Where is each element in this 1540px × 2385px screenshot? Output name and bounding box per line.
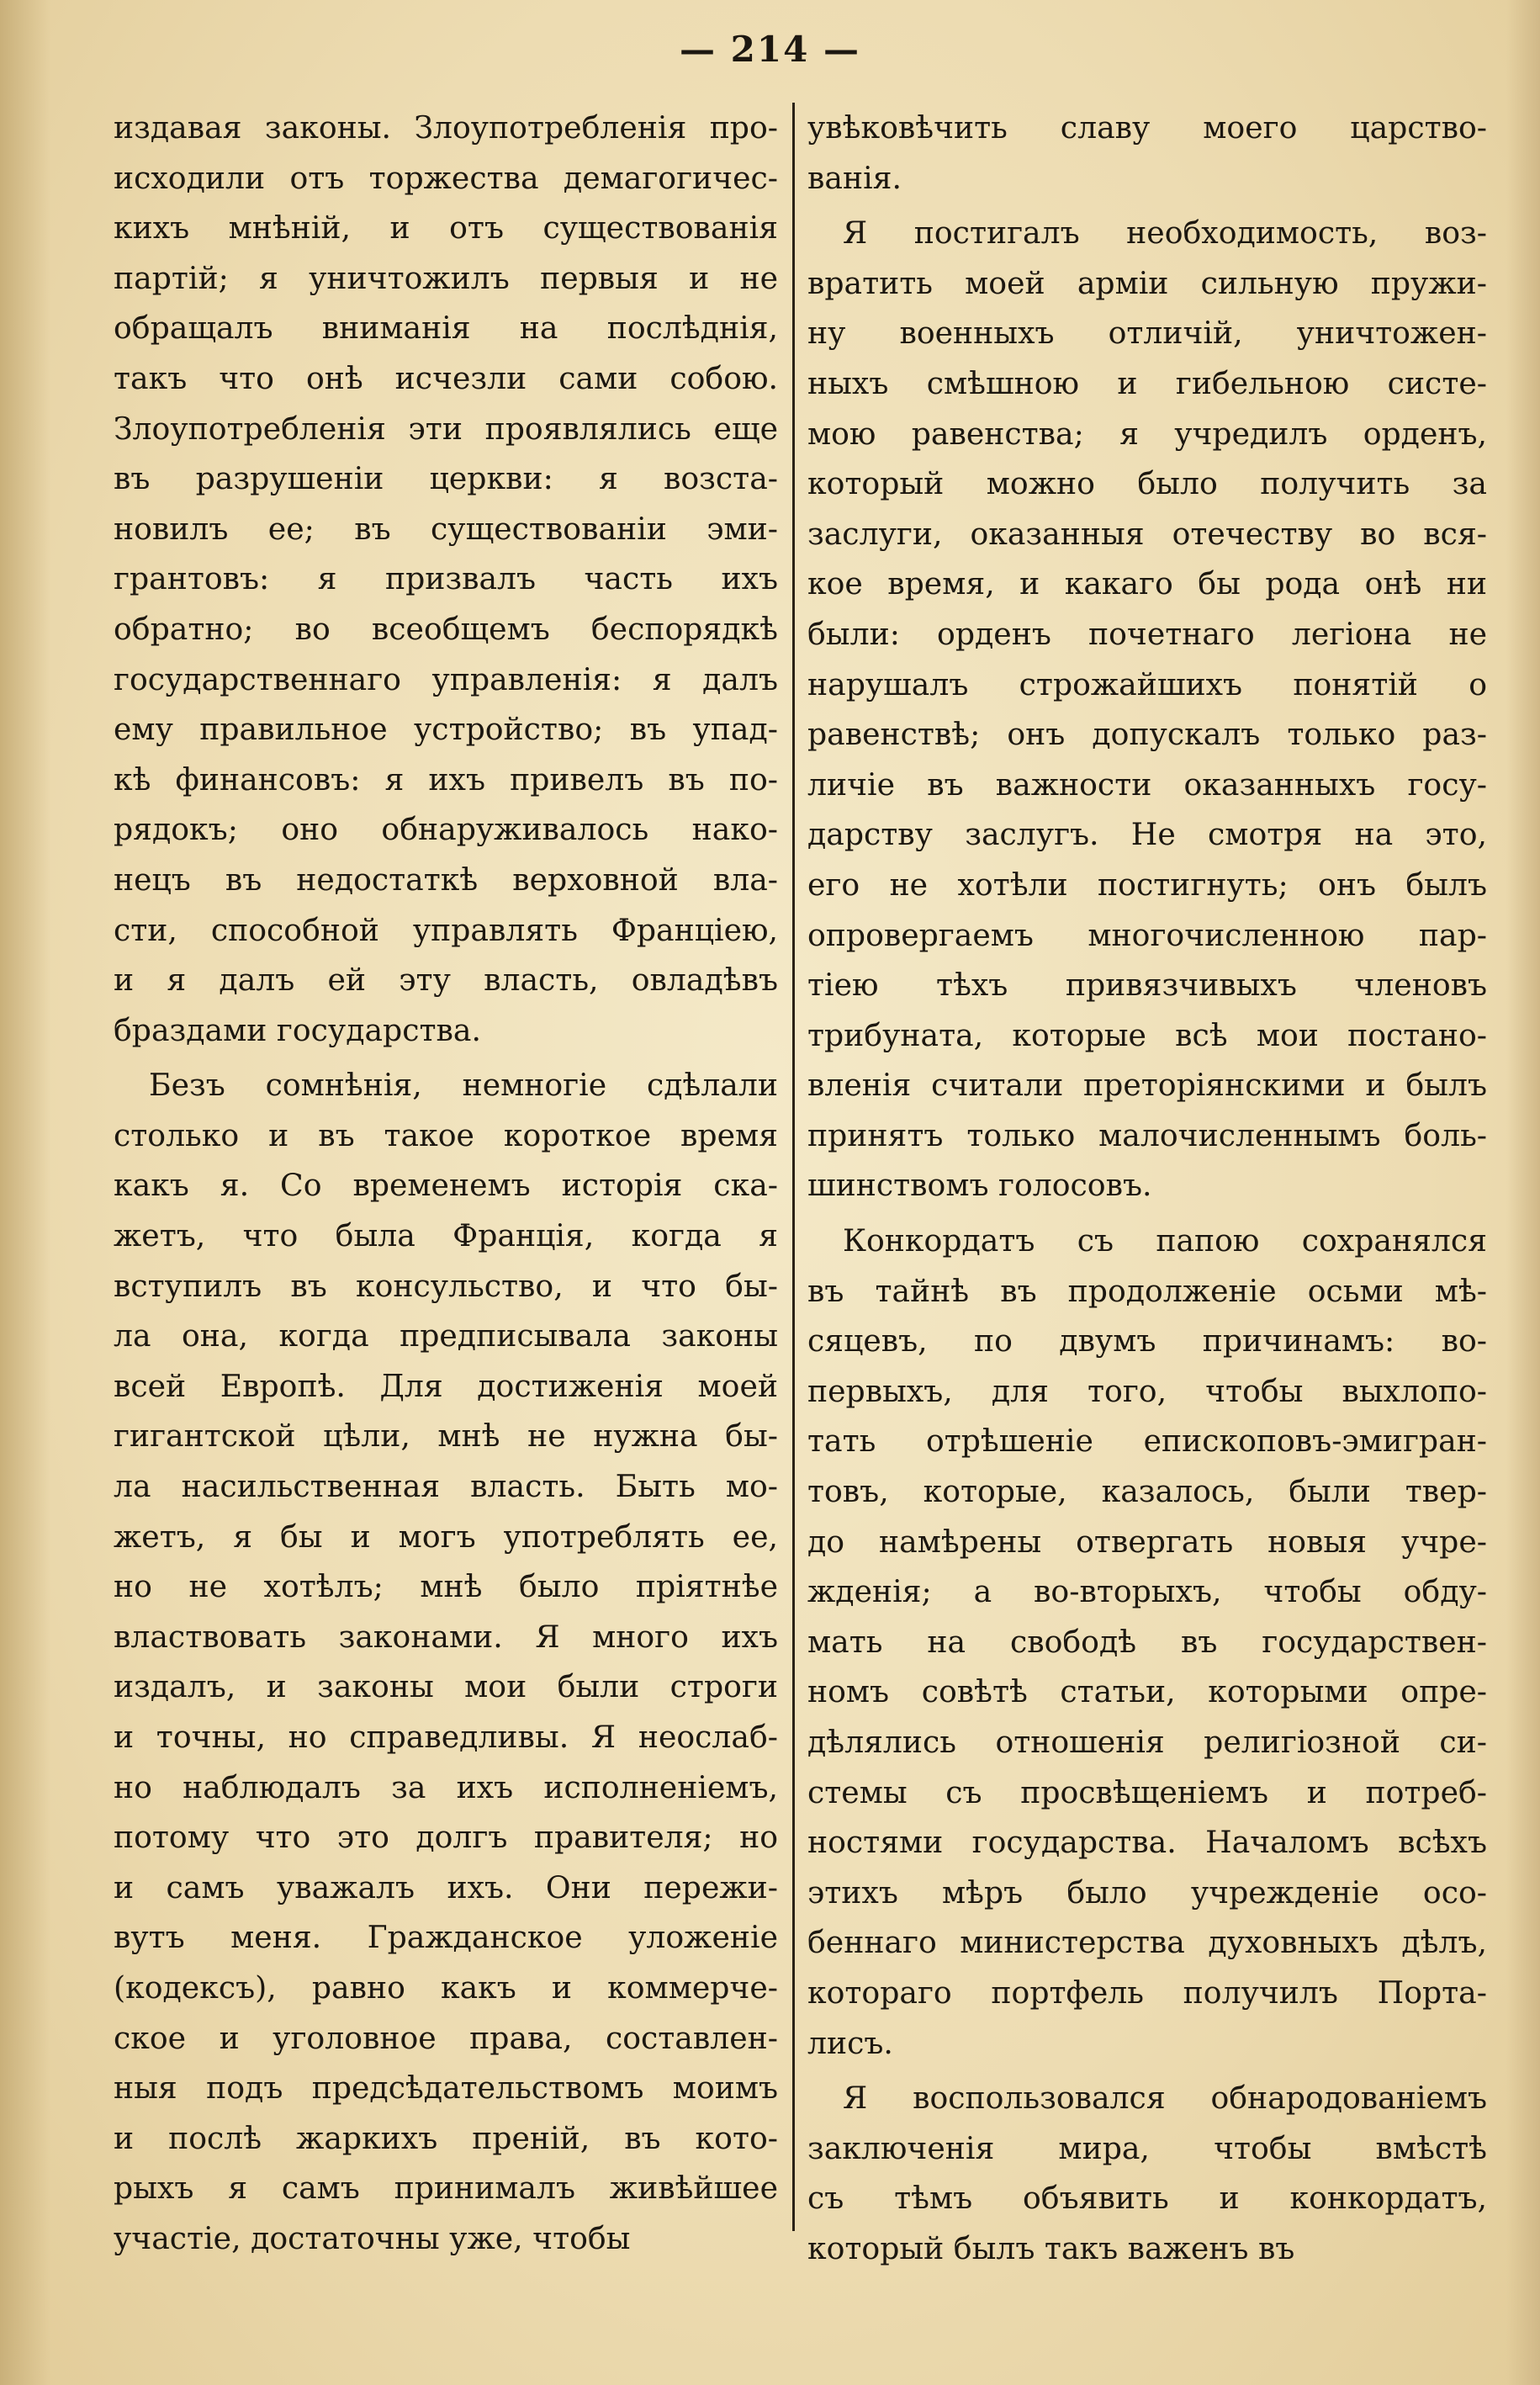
right-text-column xyxy=(807,103,1487,2274)
text-line: сяцевъ, по двумъ причинамъ: во- xyxy=(807,1322,1487,1359)
column-divider-rule xyxy=(792,103,795,2231)
text-line: рыхъ я самъ принималъ живѣйшее xyxy=(114,2170,778,2207)
text-line: до намѣрены отвергать новыя учре- xyxy=(807,1523,1487,1560)
text-line: ское и уголовное права, составлен- xyxy=(114,2019,778,2056)
page-edge-shadow-left xyxy=(0,0,50,2385)
text-line: обращалъ вниманія на послѣднія, xyxy=(114,310,778,347)
text-line: ванія. xyxy=(807,159,902,196)
text-line: и я далъ ей эту власть, овладѣвъ xyxy=(114,962,778,999)
text-line: ну военныхъ отличій, уничтожен- xyxy=(807,315,1487,352)
text-line: обратно; во всеобщемъ беспорядкѣ xyxy=(114,610,778,647)
text-line: партій; я уничтожилъ первыя и не xyxy=(114,259,778,296)
text-line: и самъ уважалъ ихъ. Они пережи- xyxy=(114,1868,778,1905)
text-line: въ тайнѣ въ продолженіе осьми мѣ- xyxy=(807,1272,1487,1309)
text-line: всей Европѣ. Для достиженія моей xyxy=(114,1367,778,1404)
text-line: дѣлялись отношенія религіозной си- xyxy=(807,1724,1487,1760)
text-line: ла она, когда предписывала законы xyxy=(114,1317,778,1354)
text-line: и послѣ жаркихъ преній, въ кото- xyxy=(114,2119,778,2156)
text-line: жетъ, что была Франція, когда я xyxy=(114,1217,778,1254)
text-line: были: орденъ почетнаго легіона не xyxy=(807,615,1487,652)
text-line: этихъ мѣръ было учрежденіе осо- xyxy=(807,1874,1487,1911)
text-line: ла насильственная власть. Быть мо- xyxy=(114,1468,778,1505)
text-line: въ разрушеніи церкви: я возста- xyxy=(114,460,778,497)
text-line: мою равенства; я учредилъ орденъ, xyxy=(807,415,1487,452)
text-line: ему правильное устройство; въ упад- xyxy=(114,711,778,748)
text-line: ныхъ смѣшною и гибельною систе- xyxy=(807,364,1487,401)
text-line: вступилъ въ консульство, и что бы- xyxy=(114,1267,778,1304)
text-line: сти, способной управлять Франціею, xyxy=(114,911,778,948)
text-line: какъ я. Со временемъ исторія ска- xyxy=(114,1167,778,1204)
left-text-column xyxy=(114,103,778,2264)
text-line: рядокъ; оно обнаруживалось нако- xyxy=(114,811,778,848)
text-line: но не хотѣлъ; мнѣ было пріятнѣе xyxy=(114,1568,778,1605)
text-line: но наблюдалъ за ихъ исполненіемъ, xyxy=(114,1768,778,1805)
text-line: и точны, но справедливы. Я неослаб- xyxy=(114,1719,778,1755)
page-number: — 214 — xyxy=(680,29,860,70)
text-line: жетъ, я бы и могъ употреблять ее, xyxy=(114,1518,778,1555)
paragraph xyxy=(807,1216,1487,2068)
text-line: трибуната, которые всѣ мои постано- xyxy=(807,1016,1487,1053)
text-line: браздами государства. xyxy=(114,1011,481,1048)
text-line: вратить моей арміи сильную пружи- xyxy=(807,264,1487,301)
text-line: который можно было получить за xyxy=(807,465,1487,502)
text-line: дарству заслугъ. Не смотря на это, xyxy=(807,816,1487,853)
text-line: участіе, достаточны уже, чтобы xyxy=(114,2219,631,2256)
text-line: съ тѣмъ объявить и конкордатъ, xyxy=(807,2180,1487,2217)
text-line: котораго портфель получилъ Порта- xyxy=(807,1974,1487,2011)
paragraph xyxy=(807,103,1487,203)
text-line: увѣковѣчить славу моего царство- xyxy=(807,109,1487,146)
text-line: заслуги, оказанныя отечеству во вся- xyxy=(807,515,1487,552)
text-line: его не хотѣли постигнуть; онъ былъ xyxy=(807,866,1487,903)
text-line: жденія; а во-вторыхъ, чтобы обду- xyxy=(807,1573,1487,1610)
text-line: вутъ меня. Гражданское уложеніе xyxy=(114,1919,778,1956)
text-line: исходили отъ торжества демагогичес- xyxy=(114,159,778,196)
text-line: мать на свободѣ въ государствен- xyxy=(807,1623,1487,1660)
paragraph xyxy=(807,2073,1487,2273)
text-line: личіе въ важности оказанныхъ госу- xyxy=(807,766,1487,803)
text-line: ныя подъ предсѣдательствомъ моимъ xyxy=(114,2070,778,2107)
text-line: потому что это долгъ правителя; но xyxy=(114,1819,778,1856)
text-line: лисъ. xyxy=(807,2024,893,2061)
text-line: грантовъ: я призвалъ часть ихъ xyxy=(114,560,778,597)
text-line: заключенія мира, чтобы вмѣстѣ xyxy=(807,2129,1487,2166)
text-line: Безъ сомнѣнія, немногіе сдѣлали xyxy=(149,1067,778,1104)
text-line: новилъ ее; въ существованіи эми- xyxy=(114,510,778,547)
text-line: столько и въ такое короткое время xyxy=(114,1116,778,1153)
text-line: принятъ только малочисленнымъ боль- xyxy=(807,1116,1487,1153)
text-line: такъ что онѣ исчезли сами собою. xyxy=(114,359,778,396)
text-line: Злоупотребленія эти проявлялись еще xyxy=(114,410,778,447)
text-line: вленія считали преторіянскими и былъ xyxy=(807,1067,1487,1104)
text-line: товъ, которые, казалось, были твер- xyxy=(807,1473,1487,1510)
text-line: тать отрѣшеніе епископовъ-эмигран- xyxy=(807,1423,1487,1460)
text-line: который былъ такъ важенъ въ xyxy=(807,2229,1295,2266)
text-line: гигантской цѣли, мнѣ не нужна бы- xyxy=(114,1418,778,1455)
text-line: нарушалъ строжайшихъ понятій о xyxy=(807,665,1487,702)
text-line: тіею тѣхъ привязчивыхъ членовъ xyxy=(807,967,1487,1004)
paragraph xyxy=(114,103,778,1055)
text-line: Конкордатъ съ папою сохранялся xyxy=(843,1222,1487,1259)
text-line: кихъ мнѣній, и отъ существованія xyxy=(114,209,778,246)
text-line: кѣ финансовъ: я ихъ привелъ въ по- xyxy=(114,761,778,798)
text-line: равенствѣ; онъ допускалъ только раз- xyxy=(807,716,1487,753)
text-line: нецъ въ недостаткѣ верховной вла- xyxy=(114,861,778,898)
text-line: Я воспользовался обнародованіемъ xyxy=(843,2080,1487,2117)
text-line: издалъ, и законы мои были строги xyxy=(114,1668,778,1705)
paragraph xyxy=(114,1060,778,2263)
text-line: Я постигалъ необходимость, воз- xyxy=(843,215,1487,252)
text-line: издавая законы. Злоупотребленія про- xyxy=(114,109,778,146)
text-line: номъ совѣтѣ статьи, которыми опре- xyxy=(807,1673,1487,1710)
text-line: ностями государства. Началомъ всѣхъ xyxy=(807,1824,1487,1861)
text-line: беннаго министерства духовныхъ дѣлъ, xyxy=(807,1924,1487,1961)
text-line: (кодексъ), равно какъ и коммерче- xyxy=(114,1969,778,2006)
text-line: шинствомъ голосовъ. xyxy=(807,1167,1152,1204)
text-line: опровергаемъ многочисленною пар- xyxy=(807,916,1487,953)
text-line: властвовать законами. Я много ихъ xyxy=(114,1618,778,1655)
text-line: стемы съ просвѣщеніемъ и потреб- xyxy=(807,1773,1487,1810)
text-line: государственнаго управленія: я далъ xyxy=(114,660,778,697)
text-line: первыхъ, для того, чтобы выхлопо- xyxy=(807,1372,1487,1409)
page-edge-shadow-right xyxy=(1506,0,1540,2385)
paragraph xyxy=(807,208,1487,1211)
text-line: кое время, и какаго бы рода онѣ ни xyxy=(807,565,1487,602)
